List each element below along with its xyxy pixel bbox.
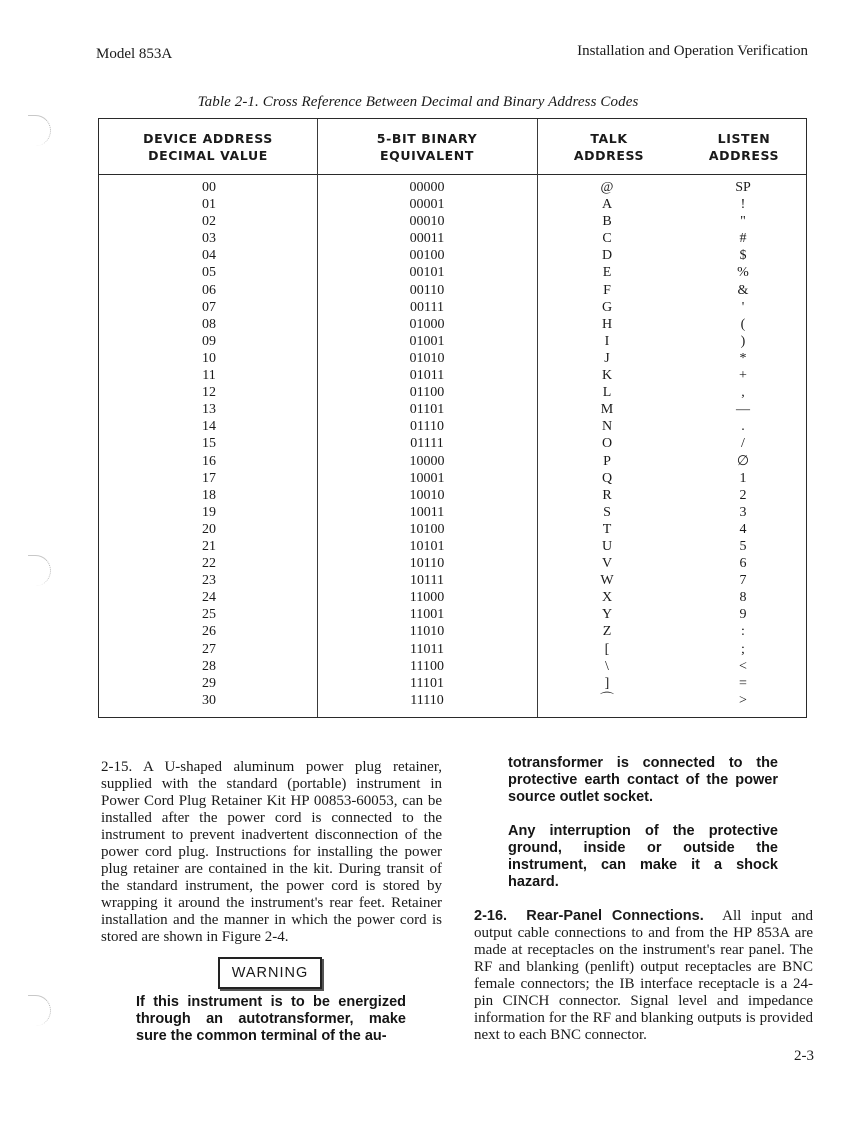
binary-value-cell: 00100 xyxy=(409,248,445,264)
listen-address-cell: 5 xyxy=(739,538,747,554)
binary-equivalent-column xyxy=(387,179,467,709)
decimal-value-cell: 17 xyxy=(202,470,216,486)
section-body: All input and output cable connections to and from the HP 853A are made at receptacles on the instrument's rear panel. The RF and blanking (penlift) output receptacles are BNC female connectors; the IB interface receptacle is a 24-pin CINCH connector. Signal level and impedance information for the RF and blanking outputs is provided next to each BNC connector. xyxy=(474,908,813,1043)
decimal-value-cell: 02 xyxy=(202,214,216,230)
decimal-value-cell: 11 xyxy=(202,368,216,384)
talk-address-cell: K xyxy=(601,368,613,384)
decimal-value-cell: 26 xyxy=(202,624,216,640)
binary-value-cell: 10011 xyxy=(409,504,445,520)
binary-value-cell: 10100 xyxy=(409,521,445,537)
column-header-talk: TALK ADDRESS xyxy=(573,131,645,163)
binary-value-cell: 00110 xyxy=(409,282,445,298)
binary-value-cell: 11001 xyxy=(409,607,445,623)
binary-value-cell: 00000 xyxy=(409,180,445,195)
binary-value-cell: 11011 xyxy=(410,641,444,657)
running-header-model: Model 853A xyxy=(96,46,173,62)
warning-text-part2: totransformer is connected to the protective earth contact of the power source outlet socket. xyxy=(508,755,778,805)
decimal-value-cell: 21 xyxy=(202,538,216,554)
listen-address-cell: 7 xyxy=(739,573,747,589)
binary-value-cell: 01011 xyxy=(409,368,445,384)
binary-value-cell: 00001 xyxy=(409,197,445,213)
decimal-value-cell: 08 xyxy=(202,316,216,332)
talk-address-cell: Z xyxy=(602,624,612,640)
talk-address-cell: V xyxy=(601,556,613,572)
talk-address-cell: Q xyxy=(601,470,613,486)
decimal-value-cell: 14 xyxy=(202,419,216,435)
decimal-value-cell: 27 xyxy=(202,641,216,657)
listen-address-cell: / xyxy=(741,436,745,452)
talk-address-cell: F xyxy=(603,282,611,298)
binary-value-cell: 10110 xyxy=(409,556,445,572)
decimal-value-cell: 13 xyxy=(202,402,216,418)
talk-address-cell: @ xyxy=(600,180,614,195)
listen-address-cell: & xyxy=(737,282,749,298)
talk-address-cell: A xyxy=(601,197,613,213)
warning-text-part3: Any interruption of the protective ground, inside or outside the instrument, can make it a shock hazard. xyxy=(508,823,778,890)
talk-address-cell: \ xyxy=(605,658,609,674)
binary-value-cell: 01010 xyxy=(409,350,445,366)
binary-value-cell: 10111 xyxy=(410,573,444,589)
decimal-value-cell: 00 xyxy=(202,180,216,195)
talk-address-cell: [ xyxy=(604,641,610,657)
binary-value-cell: 11100 xyxy=(410,658,444,674)
decimal-value-cell: 24 xyxy=(202,590,216,606)
decimal-value-cell: 07 xyxy=(202,299,216,315)
listen-address-cell: 1 xyxy=(739,470,747,486)
talk-address-cell: R xyxy=(602,487,612,503)
binary-value-cell: 11010 xyxy=(409,624,445,640)
binary-value-cell: 11101 xyxy=(410,675,444,691)
decimal-value-cell: 29 xyxy=(202,675,216,691)
decimal-value-cell: 03 xyxy=(202,231,216,247)
listen-address-cell: ; xyxy=(741,641,745,657)
decimal-value-cell: 16 xyxy=(202,453,216,469)
section-number: 2-16. xyxy=(474,908,508,924)
binary-value-cell: 10101 xyxy=(409,538,445,554)
decimal-value-cell: 10 xyxy=(202,350,216,366)
listen-address-cell: : xyxy=(741,624,745,640)
listen-address-cell: 6 xyxy=(739,556,747,572)
column-header-decimal: DEVICE ADDRESS DECIMAL VALUE xyxy=(143,131,273,163)
listen-address-cell: % xyxy=(737,265,749,281)
talk-address-cell: T xyxy=(602,521,612,537)
binary-value-cell: 00011 xyxy=(409,231,445,247)
decimal-value-cell: 20 xyxy=(202,521,216,537)
talk-address-cell: H xyxy=(601,316,613,332)
column-header-listen: LISTEN ADDRESS xyxy=(708,131,780,163)
binary-value-cell: 01101 xyxy=(409,402,445,418)
listen-address-cell: # xyxy=(739,231,747,247)
decimal-value-cell: 06 xyxy=(202,282,216,298)
listen-address-cell: ) xyxy=(740,333,746,349)
binder-hole-mark xyxy=(28,555,51,586)
listen-address-cell: < xyxy=(739,658,747,674)
binary-value-cell: 00111 xyxy=(410,299,444,315)
listen-address-column xyxy=(713,179,773,709)
talk-address-cell: G xyxy=(601,299,613,315)
decimal-value-cell: 18 xyxy=(202,487,216,503)
talk-address-cell: L xyxy=(602,385,612,401)
talk-address-cell: ⌒ xyxy=(600,692,614,708)
listen-address-cell: > xyxy=(739,692,747,708)
listen-address-cell: * xyxy=(739,350,747,366)
talk-address-cell: M xyxy=(600,402,614,418)
decimal-value-column xyxy=(169,179,249,709)
binary-value-cell: 10000 xyxy=(409,453,445,469)
listen-address-cell: 8 xyxy=(739,590,747,606)
listen-address-cell: ∅ xyxy=(736,453,750,469)
talk-address-cell: E xyxy=(602,265,612,281)
talk-address-cell: U xyxy=(601,538,613,554)
binary-value-cell: 01110 xyxy=(410,419,444,435)
decimal-value-cell: 01 xyxy=(202,197,216,213)
binary-value-cell: 10001 xyxy=(409,470,445,486)
decimal-value-cell: 28 xyxy=(202,658,216,674)
binary-value-cell: 10010 xyxy=(409,487,445,503)
talk-address-cell: B xyxy=(602,214,612,230)
binary-value-cell: 11110 xyxy=(410,692,444,708)
listen-address-cell: SP xyxy=(735,180,751,195)
binary-value-cell: 00101 xyxy=(409,265,445,281)
listen-address-cell: 9 xyxy=(739,607,747,623)
decimal-value-cell: 22 xyxy=(202,556,216,572)
running-header-section: Installation and Operation Verification xyxy=(577,43,808,59)
talk-address-cell: X xyxy=(601,590,613,606)
column-divider xyxy=(317,119,318,717)
listen-address-cell: . xyxy=(741,419,745,435)
binary-value-cell: 11000 xyxy=(409,590,445,606)
talk-address-cell: S xyxy=(603,504,611,520)
binary-value-cell: 01100 xyxy=(409,385,445,401)
binary-value-cell: 01000 xyxy=(409,316,445,332)
decimal-value-cell: 15 xyxy=(202,436,216,452)
talk-address-cell: ] xyxy=(604,675,610,691)
table-caption: Table 2-1. Cross Reference Between Decimal and Binary Address Codes xyxy=(197,94,639,110)
table-header-row xyxy=(99,119,806,175)
listen-address-cell: ! xyxy=(740,197,746,213)
listen-address-cell: " xyxy=(740,214,746,230)
address-cross-reference-table xyxy=(98,118,807,718)
talk-address-cell: Y xyxy=(601,607,613,623)
binary-value-cell: 01001 xyxy=(409,333,445,349)
binary-value-cell: 01111 xyxy=(410,436,444,452)
decimal-value-cell: 05 xyxy=(202,265,216,281)
listen-address-cell: = xyxy=(739,675,747,691)
decimal-value-cell: 30 xyxy=(202,692,216,708)
listen-address-cell: 4 xyxy=(739,521,747,537)
talk-address-cell: P xyxy=(603,453,611,469)
decimal-value-cell: 19 xyxy=(202,504,216,520)
listen-address-cell: + xyxy=(739,368,747,384)
talk-address-cell: I xyxy=(604,333,610,349)
talk-address-cell: C xyxy=(602,231,612,247)
talk-address-cell: N xyxy=(601,419,613,435)
talk-address-cell: J xyxy=(604,350,610,366)
binder-hole-mark xyxy=(28,115,51,146)
warning-text-part1: If this instrument is to be energized through an autotransformer, make sure the common terminal of the au- xyxy=(136,994,406,1044)
listen-address-cell: 2 xyxy=(739,487,747,503)
talk-address-column xyxy=(577,179,637,709)
column-divider xyxy=(537,119,538,717)
listen-address-cell: $ xyxy=(739,248,747,264)
paragraph-2-16 xyxy=(474,908,813,1044)
listen-address-cell: ' xyxy=(741,299,745,315)
decimal-value-cell: 25 xyxy=(202,607,216,623)
decimal-value-cell: 12 xyxy=(202,385,216,401)
page-number: 2-3 xyxy=(794,1048,814,1064)
listen-address-cell: 3 xyxy=(739,504,747,520)
listen-address-cell: , xyxy=(741,385,745,401)
talk-address-cell: D xyxy=(601,248,613,264)
column-header-binary: 5-BIT BINARY EQUIVALENT xyxy=(376,131,478,163)
listen-address-cell: ( xyxy=(740,316,746,332)
paragraph-2-15: 2-15. A U-shaped aluminum power plug retainer, supplied with the standard (portable) instrument in Power Cord Plug Retainer Kit HP 00853-60053, can be installed after the power cord is connected to the instrument to prevent inadvertent disconnection of the power cord plug. Instructions for installing the power plug retainer are contained in the kit. During transit of the standard instrument, the power cord is stored by wrapping it around the instrument's rear feet. Retainer installation and the manner in which the power cord is stored are shown in Figure 2-4. xyxy=(101,759,442,945)
section-title: Rear-Panel Connections. xyxy=(526,908,704,924)
decimal-value-cell: 04 xyxy=(202,248,216,264)
binary-value-cell: 00010 xyxy=(409,214,445,230)
talk-address-cell: W xyxy=(600,573,614,589)
decimal-value-cell: 23 xyxy=(202,573,216,589)
warning-label: WARNING xyxy=(218,957,322,989)
talk-address-cell: O xyxy=(601,436,613,452)
listen-address-cell: — xyxy=(736,402,750,418)
decimal-value-cell: 09 xyxy=(202,333,216,349)
binder-hole-mark xyxy=(28,995,51,1026)
